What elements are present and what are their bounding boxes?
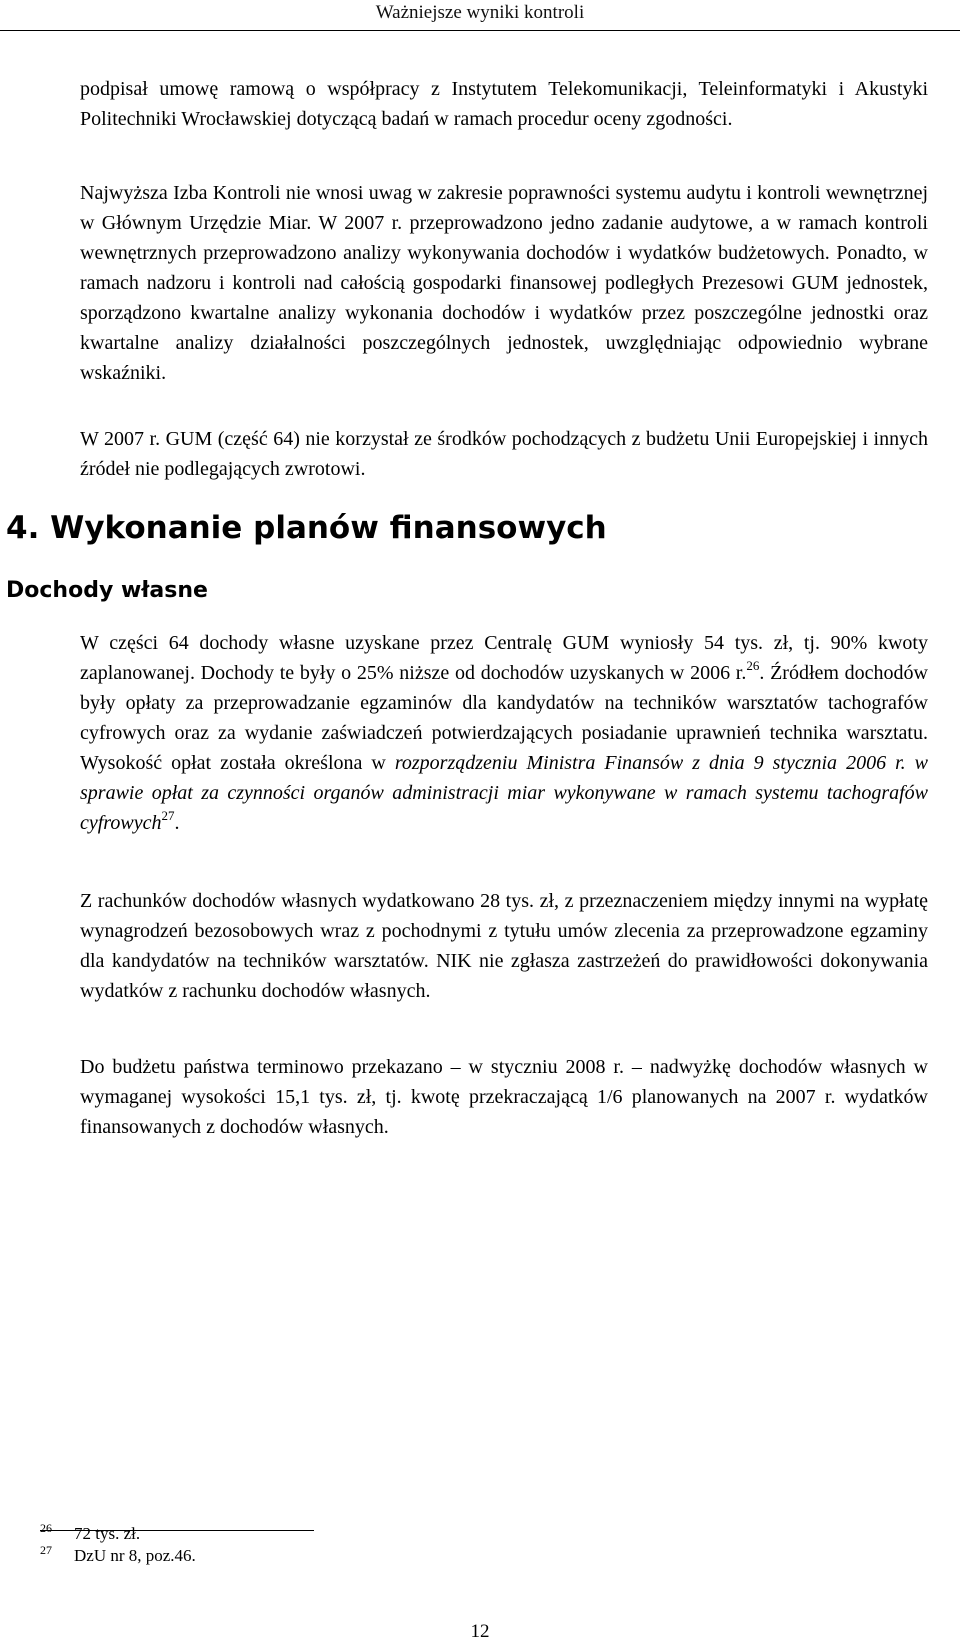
paragraph-text: Do budżetu państwa terminowo przekazano – w styczniu 2008 r. – nadwyżkę dochodów własnych w wymaganej wysokości 15,1 tys. zł, tj. kwotę przekraczającą 1/6 planowanych na 2007 r. wydatków finansowanych z dochodów własnych. bbox=[80, 1056, 928, 1138]
footnote-ref[interactable]: 27 bbox=[161, 808, 175, 823]
section-heading: 4. Wykonanie planów finansowych bbox=[6, 510, 607, 546]
text-run: W części 64 dochody własne uzyskane przez Centralę GUM wyniosły 54 tys. zł, tj. 90% kwoty zaplanowanej. Dochody te były o 25% niższe od dochodów uzyskanych w 2006 r. bbox=[80, 632, 928, 684]
footnote: 27 DzU nr 8, poz.46. bbox=[40, 1543, 196, 1565]
footnote-ref[interactable]: 26 bbox=[746, 658, 760, 673]
paragraph-text: W 2007 r. GUM (część 64) nie korzystał ze środków pochodzących z budżetu Unii Europejskiej i innych źródeł nie podlegających zwrotowi. bbox=[80, 428, 928, 480]
paragraph-expenditure bbox=[80, 886, 928, 1006]
subsection-heading: Dochody własne bbox=[6, 578, 208, 603]
paragraph-text: Najwyższa Izba Kontroli nie wnosi uwag w zakresie poprawności systemu audytu i kontroli wewnętrznej w Głównym Urzędzie Miar. W 2007 r. przeprowadzono jedno zadanie audytowe, a w ramach kontroli wewnętrznych przeprowadzono analizy wykonywania dochodów i wydatków budżetowych. Ponadto, w ramach nadzoru i kontroli nad całością gospodarki finansowej podległych Prezesowi GUM jednostek, sporządzono kwartalne analizy wykonania dochodów i wydatków przez poszczególne jednostki oraz kwartalne analizy działalności poszczególnych jednostek, uwzględniając odpowiednio wybrane wskaźniki. bbox=[80, 182, 928, 384]
paragraph-continued bbox=[80, 74, 928, 134]
footnote-text: DzU nr 8, poz.46. bbox=[74, 1546, 196, 1565]
regulation-title: rozporządzeniu Ministra Finansów z dnia 9 stycznia 2006 r. w sprawie opłat za czynności organów administracji miar wykonywane w ramach systemu tachografów cyfrowych bbox=[80, 752, 928, 834]
paragraph-surplus bbox=[80, 1052, 928, 1142]
text-run: . bbox=[174, 812, 180, 834]
paragraph-text: podpisał umowę ramową o współpracy z Instytutem Telekomunikacji, Teleinformatyki i Akustyki Politechniki Wrocławskiej dotyczącą badań w ramach procedur oceny zgodności. bbox=[80, 78, 928, 130]
paragraph-text bbox=[80, 628, 928, 838]
page-number: 12 bbox=[470, 1621, 490, 1642]
paragraph-own-income bbox=[80, 628, 928, 838]
running-head-text: Ważniejsze wyniki kontroli bbox=[375, 2, 585, 23]
header-rule bbox=[0, 30, 960, 31]
paragraph-text: Z rachunków dochodów własnych wydatkowano 28 tys. zł, z przeznaczeniem między innymi na wypłatę wynagrodzeń bezosobowych wraz z pochodnymi z tytułu umów zlecenia za przeprowadzone egzaminy dla kandydatów na techników warsztatów. NIK nie zgłasza zastrzeżeń do prawidłowości dokonywania wydatków z rachunku dochodów własnych. bbox=[80, 890, 928, 1002]
footnote: 26 72 tys. zł. bbox=[40, 1521, 141, 1543]
footnote-text: 72 tys. zł. bbox=[74, 1524, 141, 1543]
paragraph-eu-funds bbox=[80, 424, 928, 484]
text-run: . Źródłem dochodów były opłaty za przeprowadzanie egzaminów dla kandydatów na techników warsztatów tachografów cyfrowych oraz za wydanie zaświadczeń potwierdzających posiadanie uprawnień technika warsztatu. Wysokość opłat została określona w bbox=[80, 662, 929, 774]
paragraph-audit bbox=[80, 178, 928, 388]
